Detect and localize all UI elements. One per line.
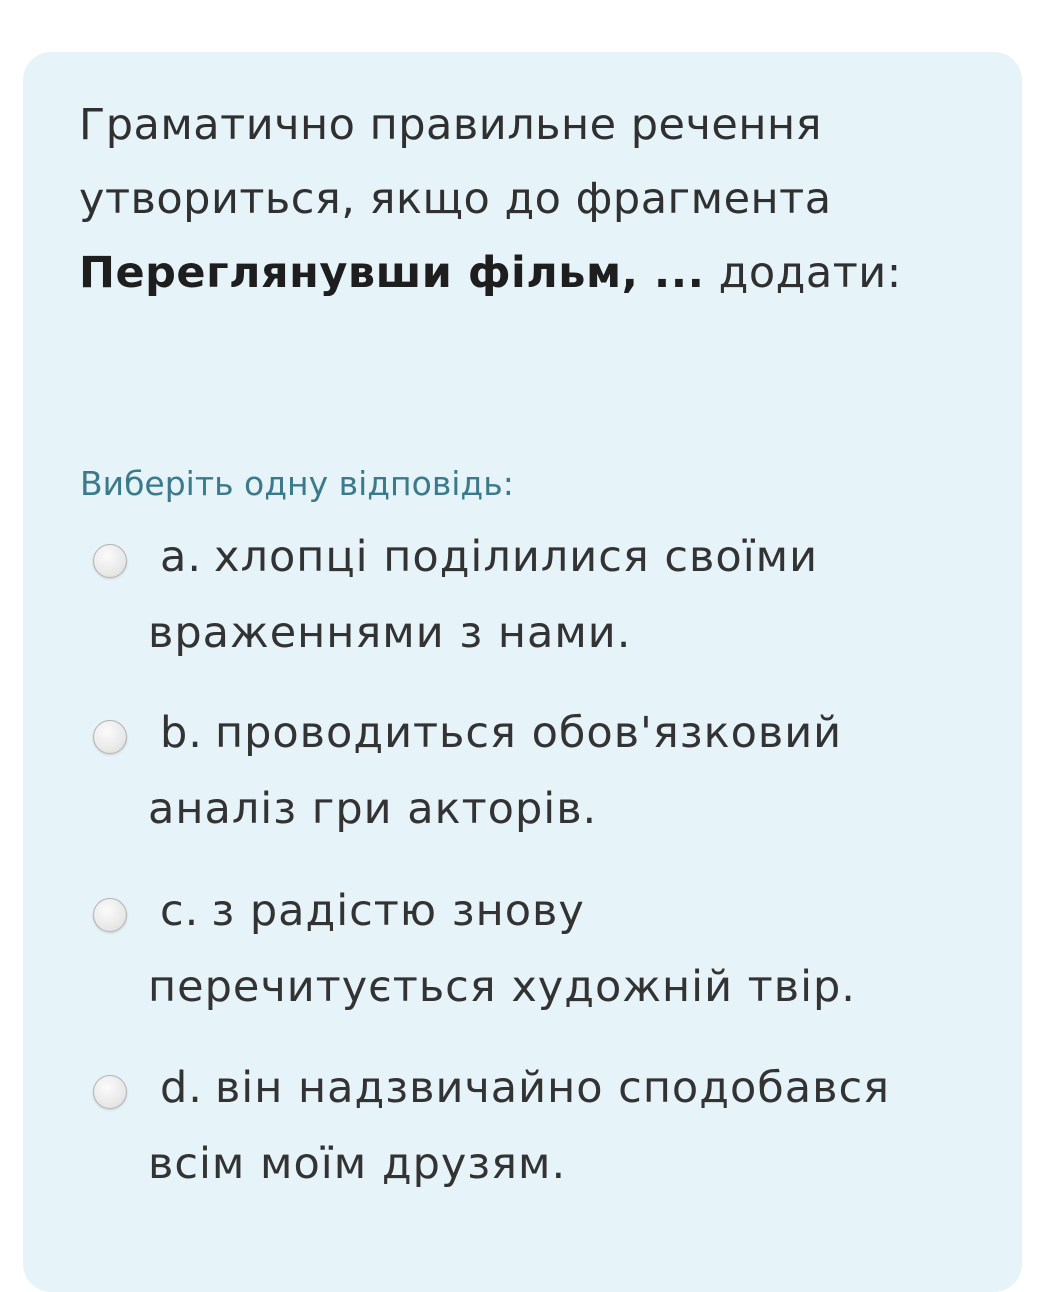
answer-option-c-text[interactable]: [148, 873, 998, 1025]
answer-a-line1: хлопці поділилися своїми: [214, 532, 819, 582]
question-text-after: додати:: [704, 248, 902, 298]
question-text: [79, 88, 999, 310]
answer-d-line1: він надзвичайно сподобався: [214, 1063, 890, 1113]
answer-option-a-text[interactable]: [148, 519, 998, 671]
answer-letter-d: d.: [160, 1063, 203, 1113]
answer-option-b-text[interactable]: [148, 695, 998, 847]
answer-c-line2: перечитується художній твір.: [148, 962, 856, 1012]
answer-letter-b: b.: [160, 708, 203, 758]
radio-button-a[interactable]: [93, 544, 127, 578]
answer-b-line1: проводиться обов'язковий: [214, 708, 843, 758]
radio-button-d[interactable]: [93, 1075, 127, 1109]
radio-button-b[interactable]: [93, 720, 127, 754]
answer-a-line2: враженнями з нами.: [148, 608, 632, 658]
radio-button-c[interactable]: [93, 898, 127, 932]
answer-letter-a: a.: [160, 532, 203, 582]
answer-prompt: Виберіть одну відповідь:: [80, 464, 514, 503]
question-text-before: Граматично правильне речення утвориться, якщо до фрагмента: [79, 100, 832, 224]
answer-d-line2: всім моїм друзям.: [148, 1139, 567, 1189]
answer-c-line1: з радістю знову: [211, 886, 585, 936]
answer-b-line2: аналіз гри акторів.: [148, 784, 598, 834]
answer-letter-c: c.: [160, 886, 200, 936]
question-bold-fragment: Переглянувши фільм, ...: [79, 248, 705, 298]
answer-option-d-text[interactable]: [148, 1050, 998, 1202]
